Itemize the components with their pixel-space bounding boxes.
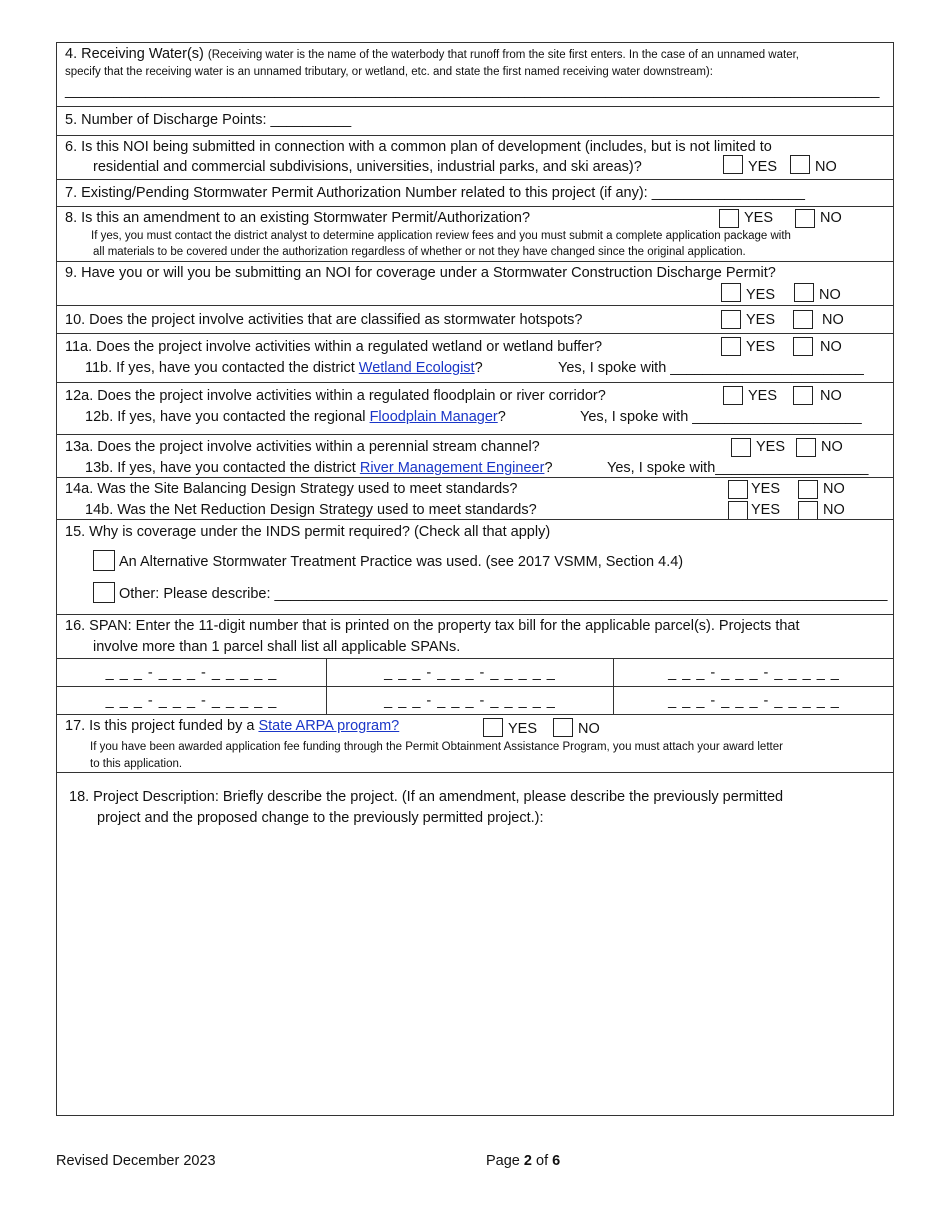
q14b-yes-checkbox[interactable] — [728, 501, 748, 520]
q14a-no-label: NO — [823, 481, 845, 497]
q9-row — [57, 261, 893, 305]
q4-note-line1: (Receiving water is the name of the waterbody that runoff from the site first enters. In the case of an unnamed water, — [207, 49, 799, 61]
span-field-5[interactable]: _ _ _ - _ _ _ - _ _ _ _ _ — [384, 693, 556, 709]
q14b-no-label: NO — [823, 502, 845, 518]
q12b-spoke-with-field[interactable]: Yes, I spoke with _____________________ — [580, 409, 862, 425]
river-management-engineer-link[interactable]: River Management Engineer — [359, 460, 545, 476]
q16-line2: involve more than 1 parcel shall list all applicable SPANs. — [93, 639, 461, 655]
q8-no-checkbox[interactable] — [795, 209, 815, 228]
q8-yes-label: YES — [744, 210, 774, 226]
q8-yes-checkbox[interactable] — [719, 209, 739, 228]
q13a-question: 13a. Does the project involve activities within a perennial stream channel? — [65, 439, 540, 455]
q16-row — [57, 614, 893, 714]
q8-no-label: NO — [820, 210, 842, 226]
q14b-question: 14b. Was the Net Reduction Design Strategy used to meet standards? — [85, 502, 537, 518]
q13a-no-checkbox[interactable] — [796, 438, 816, 457]
q10-row — [57, 305, 893, 333]
q17-no-checkbox[interactable] — [553, 718, 573, 737]
span-field-6[interactable]: _ _ _ - _ _ _ - _ _ _ _ _ — [668, 693, 840, 709]
q14a-no-checkbox[interactable] — [798, 480, 818, 499]
q17-note-line1: If you have been awarded application fee funding through the Permit Obtainment Assistance Program, you must attach your award letter — [90, 741, 783, 753]
wetland-ecologist-link[interactable]: Wetland Ecologist — [358, 360, 475, 376]
q11a-question: 11a. Does the project involve activities within a regulated wetland or wetland buffer? — [65, 339, 603, 355]
q14b-yes-label: YES — [751, 502, 781, 518]
q13a-yes-label: YES — [756, 439, 786, 455]
q15-alt-practice-label: An Alternative Stormwater Treatment Practice was used. (see 2017 VSMM, Section 4.4) — [119, 554, 684, 570]
q12a-yes-label: YES — [748, 388, 778, 404]
q6-row — [57, 135, 893, 179]
q5-discharge-points[interactable]: 5. Number of Discharge Points: __________ — [65, 112, 352, 128]
q11a-yes-checkbox[interactable] — [721, 337, 741, 356]
q17-yes-checkbox[interactable] — [483, 718, 503, 737]
q13a-yes-checkbox[interactable] — [731, 438, 751, 457]
q5-row — [57, 106, 893, 135]
q4-receiving-water-field[interactable]: _____________________________________________________________________________________________________ — [65, 83, 880, 99]
q12-row — [57, 382, 893, 434]
footer-revised: Revised December 2023 — [56, 1153, 216, 1169]
q13b-question: 13b. If yes, have you contacted the district River Management Engineer? — [85, 460, 553, 476]
q6-yes-checkbox[interactable] — [723, 155, 743, 174]
q17-no-label: NO — [578, 721, 600, 737]
q8-note-line2: all materials to be covered under the authorization regardless of whether or not they have changed since the original application. — [93, 246, 746, 258]
q13a-no-label: NO — [821, 439, 843, 455]
q17-note-line2: to this application. — [90, 758, 183, 770]
q17-yes-label: YES — [508, 721, 538, 737]
q17-row — [57, 714, 893, 772]
q10-question: 10. Does the project involve activities that are classified as stormwater hotspots? — [65, 312, 583, 328]
q4-row — [57, 43, 893, 106]
q8-question: 8. Is this an amendment to an existing Stormwater Permit/Authorization? — [65, 210, 531, 226]
q15-other-checkbox[interactable] — [93, 582, 115, 603]
q11-row — [57, 333, 893, 382]
q14b-no-checkbox[interactable] — [798, 501, 818, 520]
q9-yes-label: YES — [746, 287, 776, 303]
q10-yes-checkbox[interactable] — [721, 310, 741, 329]
q11a-no-checkbox[interactable] — [793, 337, 813, 356]
q9-question: 9. Have you or will you be submitting an NOI for coverage under a Stormwater Construction Discharge Permit? — [65, 265, 776, 281]
q6-line2: residential and commercial subdivisions, universities, industrial parks, and ski areas)? — [93, 159, 642, 175]
q9-no-checkbox[interactable] — [794, 283, 814, 302]
q11a-yes-label: YES — [746, 339, 776, 355]
q14a-question: 14a. Was the Site Balancing Design Strategy used to meet standards? — [65, 481, 518, 497]
q12a-yes-checkbox[interactable] — [723, 386, 743, 405]
q11a-no-label: NO — [820, 339, 842, 355]
q10-no-label: NO — [822, 312, 844, 328]
q9-yes-checkbox[interactable] — [721, 283, 741, 302]
q13-row — [57, 434, 893, 477]
q15-question: 15. Why is coverage under the INDS permit required? (Check all that apply) — [65, 524, 551, 540]
q10-no-checkbox[interactable] — [793, 310, 813, 329]
permit-form-page — [56, 42, 894, 1116]
q17-question: 17. Is this project funded by a State ARPA program? — [65, 718, 400, 734]
q8-row — [57, 206, 893, 261]
span-field-3[interactable]: _ _ _ - _ _ _ - _ _ _ _ _ — [668, 665, 840, 681]
q11b-spoke-with-field[interactable]: Yes, I spoke with ________________________ — [558, 360, 864, 376]
q10-yes-label: YES — [746, 312, 776, 328]
span-field-4[interactable]: _ _ _ - _ _ _ - _ _ _ _ _ — [105, 693, 278, 709]
q14a-yes-label: YES — [751, 481, 781, 497]
q14a-yes-checkbox[interactable] — [728, 480, 748, 499]
q11b-question: 11b. If yes, have you contacted the district Wetland Ecologist? — [85, 360, 483, 376]
q15-other-field[interactable]: Other: Please describe: ____________________________________________________________________________ — [119, 586, 888, 602]
span-field-2[interactable]: _ _ _ - _ _ _ - _ _ _ _ _ — [384, 665, 556, 681]
q9-no-label: NO — [819, 287, 841, 303]
q7-row — [57, 179, 893, 206]
footer-page-number: Page 2 of 6 — [486, 1153, 561, 1169]
q14-row — [57, 477, 893, 519]
q12a-question: 12a. Does the project involve activities within a regulated floodplain or river corridor? — [65, 388, 606, 404]
span-field-1[interactable]: _ _ _ - _ _ _ - _ _ _ _ _ — [105, 665, 278, 681]
q15-alt-practice-checkbox[interactable] — [93, 550, 115, 571]
q12b-question: 12b. If yes, have you contacted the regional Floodplain Manager? — [85, 409, 506, 425]
q7-authorization-number[interactable]: 7. Existing/Pending Stormwater Permit Authorization Number related to this project (if any): ___________________ — [65, 185, 805, 201]
q6-no-label: NO — [815, 159, 837, 175]
q15-row — [57, 519, 893, 614]
q18-description-area[interactable] — [65, 833, 885, 1109]
q18-row — [57, 772, 893, 1116]
q4-title: 4. Receiving Water(s) — [65, 46, 204, 62]
q12a-no-label: NO — [820, 388, 842, 404]
q13b-spoke-with-field[interactable]: Yes, I spoke with___________________ — [607, 460, 869, 476]
q6-line1: 6. Is this NOI being submitted in connection with a common plan of development (includes, but is not limited to — [65, 139, 772, 155]
floodplain-manager-link[interactable]: Floodplain Manager — [369, 409, 498, 425]
q16-line1: 16. SPAN: Enter the 11-digit number that is printed on the property tax bill for the applicable parcel(s). Projects that — [65, 618, 800, 634]
q18-line1: 18. Project Description: Briefly describe the project. (If an amendment, please describe the previously permitted — [69, 789, 784, 805]
q4-note-line2: specify that the receiving water is an unnamed tributary, or wetland, etc. and state the first named receiving water downstream): — [65, 66, 713, 78]
q8-note-line1: If yes, you must contact the district analyst to determine application review fees and you must submit a complete application package with — [91, 230, 791, 242]
state-arpa-program-link[interactable]: State ARPA program? — [258, 718, 400, 734]
q18-line2: project and the proposed change to the previously permitted project.): — [97, 810, 544, 826]
q6-yes-label: YES — [748, 159, 778, 175]
q12a-no-checkbox[interactable] — [793, 386, 813, 405]
q6-no-checkbox[interactable] — [790, 155, 810, 174]
